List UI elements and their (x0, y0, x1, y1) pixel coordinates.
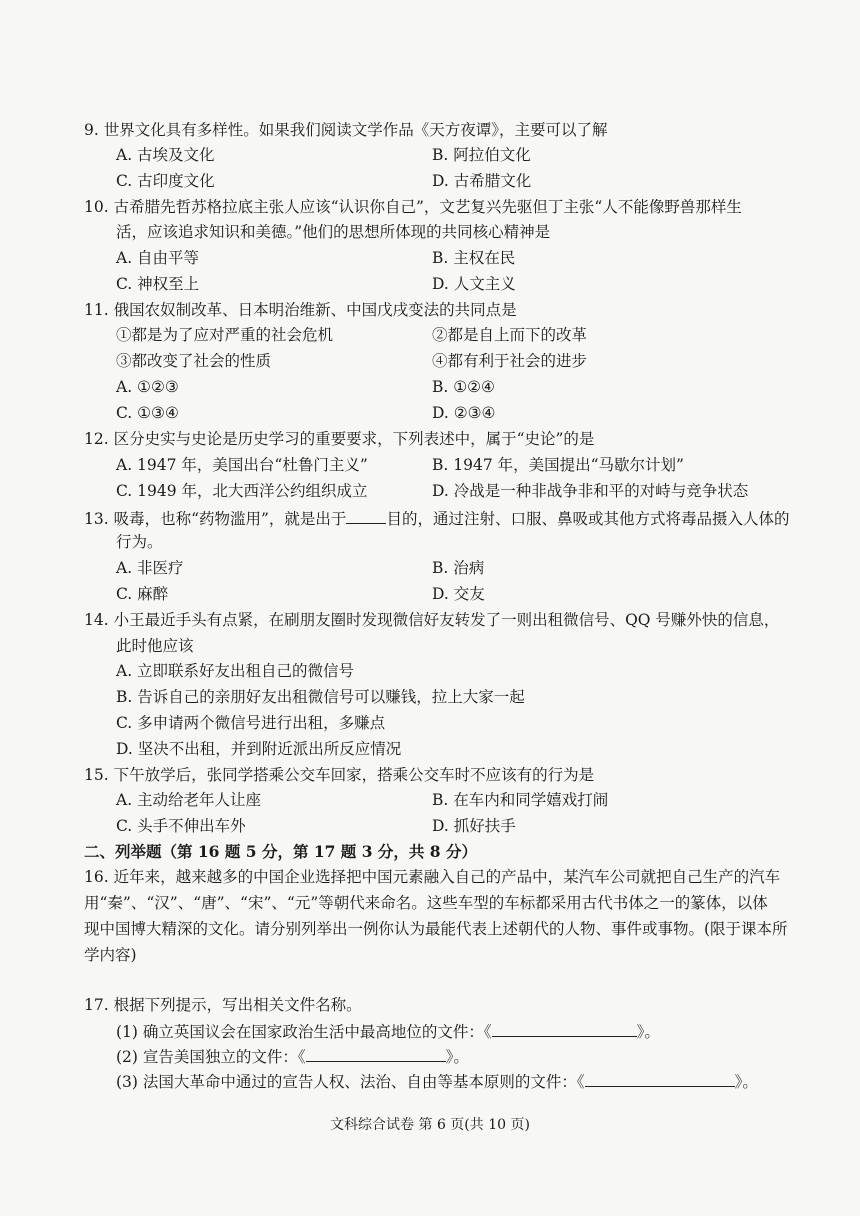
q17-prompt-2-text: (2) 宣告美国独立的文件：《 (116, 1048, 306, 1066)
q11-statement-2: ②都是自上而下的改革 (432, 326, 588, 344)
q9-option-a: A. 古埃及文化 (116, 146, 215, 164)
q17-answer-blank-1[interactable] (492, 1020, 637, 1037)
q15-option-c: C. 头手不伸出车外 (116, 817, 246, 835)
q11-option-b: B. ①②④ (432, 378, 495, 396)
q13-stem-part1: 13. 吸毒，也称“药物滥用”，就是出于 (84, 510, 347, 528)
q11-stem: 11. 俄国农奴制改革、日本明治维新、中国戊戌变法的共同点是 (84, 301, 517, 319)
section-2-heading: 二、列举题（第 16 题 5 分，第 17 题 3 分，共 8 分） (84, 842, 477, 861)
q10-stem-line1: 10. 古希腊先哲苏格拉底主张人应该“认识你自己”，文艺复兴先驱但丁主张“人不能像野兽那样生 (84, 198, 742, 216)
q17-prompt-3 (116, 1070, 758, 1092)
q15-option-a: A. 主动给老年人让座 (116, 791, 262, 809)
q10-stem-line2: 活，应该追求知识和美德。”他们的思想所体现的共同核心精神是 (116, 223, 551, 241)
q13-option-b: B. 治病 (432, 559, 485, 577)
q9-stem: 9. 世界文化具有多样性。如果我们阅读文学作品《天方夜谭》，主要可以了解 (84, 121, 608, 139)
q14-stem-line2: 此时他应该 (116, 637, 194, 655)
q12-option-c: C. 1949 年，北大西洋公约组织成立 (116, 482, 368, 500)
q9-option-d: D. 古希腊文化 (432, 172, 532, 190)
q17-prompt-3-text: (3) 法国大革命中通过的宣告人权、法治、自由等基本原则的文件：《 (116, 1073, 585, 1091)
q11-option-a: A. ①②③ (116, 378, 179, 396)
q13-answer-blank[interactable] (346, 507, 386, 524)
q14-option-b: B. 告诉自己的亲朋好友出租微信号可以赚钱，拉上大家一起 (116, 688, 525, 706)
q13-option-a: A. 非医疗 (116, 559, 184, 577)
q17-answer-blank-3[interactable] (585, 1070, 735, 1087)
q14-option-c: C. 多申请两个微信号进行出租，多赚点 (116, 714, 386, 732)
q10-option-a: A. 自由平等 (116, 249, 200, 267)
q14-stem-line1: 14. 小王最近手头有点紧，在刷朋友圈时发现微信好友转发了一则出租微信号、QQ 号赚外快的信息， (84, 611, 780, 629)
q13-stem-line2: 行为。 (116, 533, 163, 551)
page-footer: 文科综合试卷 第 6 页(共 10 页) (330, 1117, 530, 1133)
q11-statement-1: ①都是为了应对严重的社会危机 (116, 326, 334, 344)
q17-prompt-1-close: 》。 (636, 1023, 660, 1041)
q16-line4: 学内容) (84, 946, 137, 964)
q10-option-c: C. 神权至上 (116, 275, 200, 293)
q17-answer-blank-2[interactable] (306, 1045, 446, 1062)
q16-line3: 现中国博大精深的文化。请分别列举出一例你认为最能代表上述朝代的人物、事件或事物。(限于课本所 (84, 920, 788, 938)
q15-option-b: B. 在车内和同学嬉戏打闹 (432, 791, 609, 809)
q10-option-d: D. 人文主义 (432, 275, 516, 293)
q13-option-d: D. 交友 (432, 585, 485, 603)
q17-prompt-2-close: 》。 (445, 1048, 469, 1066)
q11-statement-3: ③都改变了社会的性质 (116, 352, 272, 370)
q17-prompt-2 (116, 1045, 469, 1067)
q10-option-b: B. 主权在民 (432, 249, 516, 267)
q9-option-b: B. 阿拉伯文化 (432, 146, 531, 164)
q13-stem-line1 (84, 507, 789, 529)
q12-option-d: D. 冷战是一种非战争非和平的对峙与竞争状态 (432, 482, 749, 500)
q17-prompt-1-text: (1) 确立英国议会在国家政治生活中最高地位的文件：《 (116, 1023, 492, 1041)
q13-option-c: C. 麻醉 (116, 585, 169, 603)
q14-option-d: D. 坚决不出租，并到附近派出所反应情况 (116, 740, 402, 758)
q14-option-a: A. 立即联系好友出租自己的微信号 (116, 662, 355, 680)
q13-stem-part2: 目的，通过注射、口服、鼻吸或其他方式将毒品摄入人体的 (386, 510, 790, 528)
q11-statement-4: ④都有利于社会的进步 (432, 352, 588, 370)
q12-option-b: B. 1947 年，美国提出“马歇尔计划” (432, 456, 684, 474)
q16-line1: 16. 近年来，越来越多的中国企业选择把中国元素融入自己的产品中，某汽车公司就把自己生产的汽车 (84, 868, 781, 886)
q16-line2: 用“秦”、“汉”、“唐”、“宋”、“元”等朝代来命名。这些车型的车标都采用古代书体之一的篆体，以体 (84, 894, 768, 912)
q17-prompt-3-close: 》。 (734, 1073, 758, 1091)
q12-option-a: A. 1947 年，美国出台“杜鲁门主义” (116, 456, 368, 474)
q15-option-d: D. 抓好扶手 (432, 817, 516, 835)
q17-stem: 17. 根据下列提示，写出相关文件名称。 (84, 996, 362, 1014)
q15-stem: 15. 下午放学后，张同学搭乘公交车回家，搭乘公交车时不应该有的行为是 (84, 766, 595, 784)
q11-option-c: C. ①③④ (116, 404, 179, 422)
q17-prompt-1 (116, 1020, 660, 1042)
q11-option-d: D. ②③④ (432, 404, 496, 422)
q12-stem: 12. 区分史实与史论是历史学习的重要要求，下列表述中，属于“史论”的是 (84, 430, 595, 448)
q9-option-c: C. 古印度文化 (116, 172, 215, 190)
